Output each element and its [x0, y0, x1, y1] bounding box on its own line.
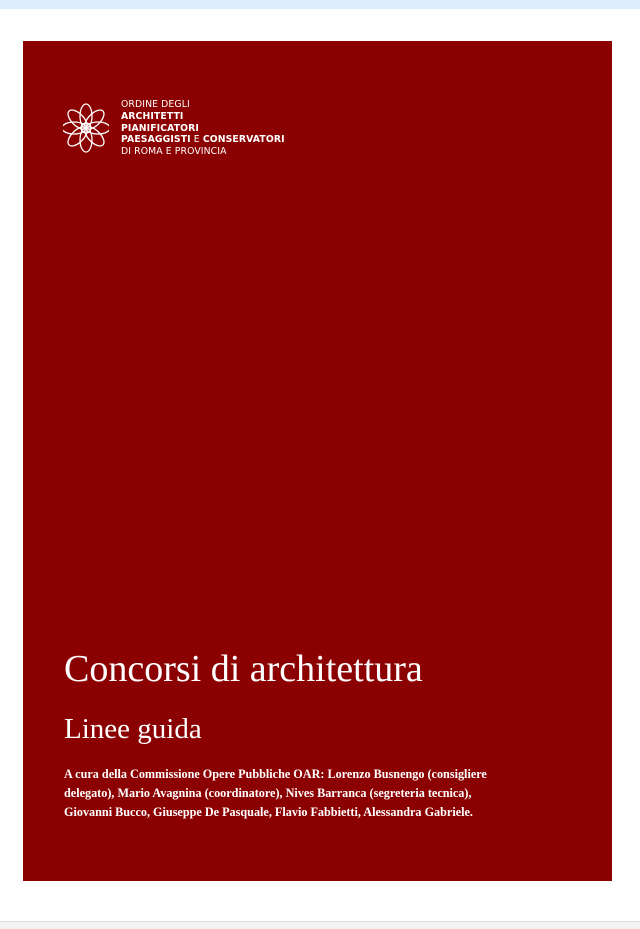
viewer-bottom-strip — [0, 921, 640, 929]
rosette-logo-icon — [63, 100, 109, 156]
logo-word-e: E — [193, 134, 200, 146]
logo-line-roma: DI ROMA E PROVINCIA — [121, 146, 227, 158]
credits-line: A cura della Commissione Opere Pubbliche OAR: Lorenzo Busnengo (consigliere — [64, 767, 487, 781]
logo-word-conservatori: CONSERVATORI — [202, 134, 285, 146]
logo-line-pianificatori: PIANIFICATORI — [121, 122, 199, 134]
logo-wordmark — [121, 99, 285, 158]
document-credits — [64, 765, 564, 822]
viewer-top-strip — [0, 0, 640, 9]
oar-logo — [63, 99, 285, 158]
document-title: Concorsi di architettura — [64, 648, 423, 690]
credits-line: delegato), Mario Avagnina (coordinatore), Nives Barranca (segreteria tecnica), — [64, 786, 472, 800]
credits-line: Giovanni Bucco, Giuseppe De Pasquale, Flavio Fabbietti, Alessandra Gabriele. — [64, 805, 473, 819]
logo-line-paesaggisti — [121, 134, 285, 146]
logo-word-paesaggisti: PAESAGGISTI — [121, 134, 191, 146]
logo-line-architetti: ARCHITETTI — [121, 110, 184, 122]
document-subtitle: Linee guida — [64, 713, 202, 745]
document-cover — [23, 41, 612, 881]
logo-line-ordine: ORDINE DEGLI — [121, 99, 190, 110]
